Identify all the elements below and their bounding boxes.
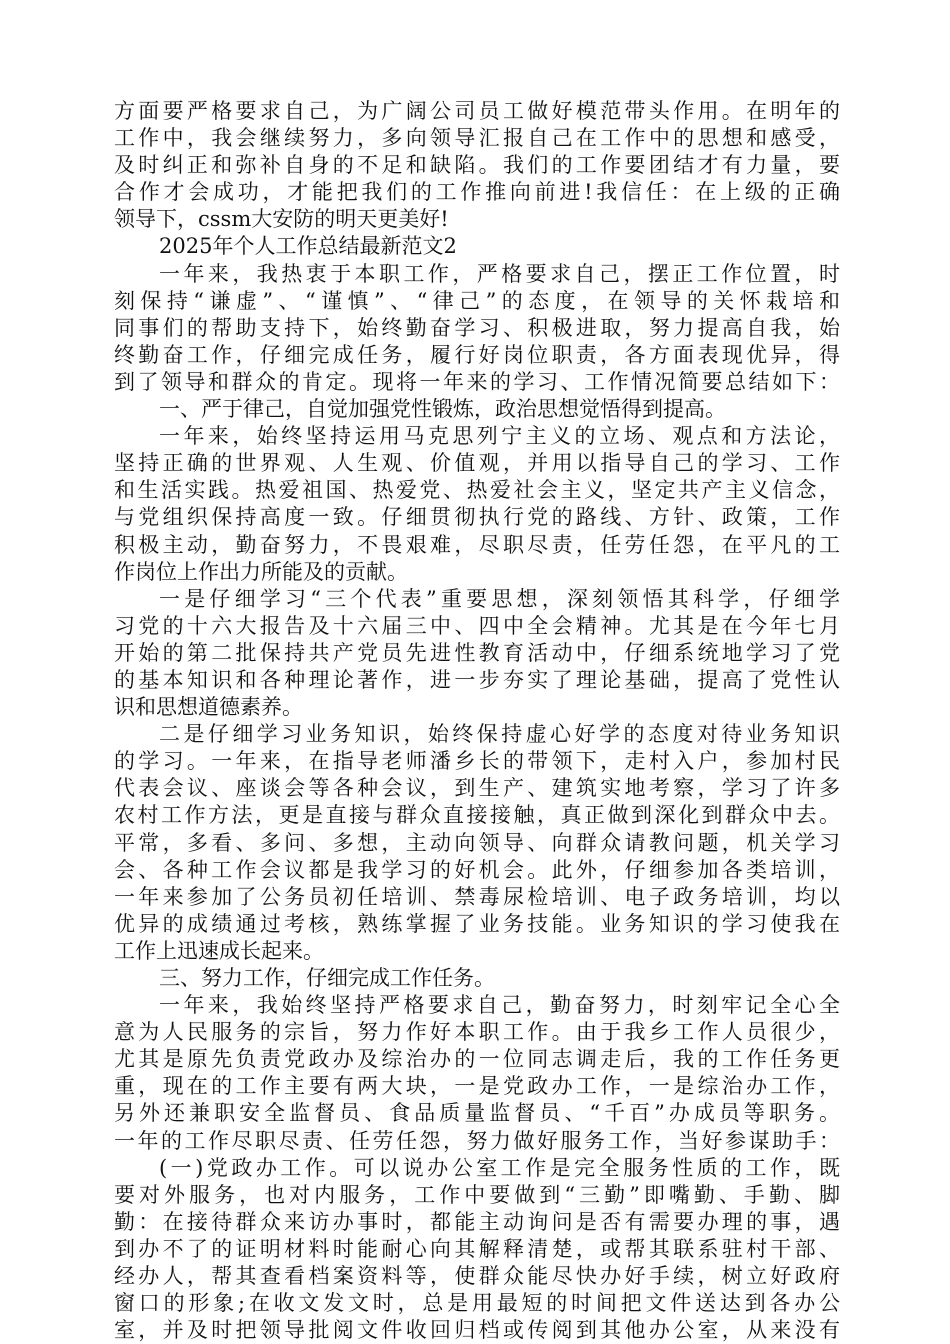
text-line: 尤其是原先负责党政办及综治办的一位同志调走后，我的工作任务更 <box>114 1047 840 1072</box>
text-line: 领导下，cssm大安防的明天更美好! <box>114 207 449 232</box>
text-line: 工作中，我会继续努力，多向领导汇报自己在工作中的思想和感受， <box>114 126 840 151</box>
text-line: 的基本知识和各种理论著作，进一步夯实了理论基础，提高了党性认 <box>114 667 840 692</box>
text-line: 二是仔细学习业务知识，始终保持虚心好学的态度对待业务知识 <box>159 722 840 747</box>
text-line: 一年来参加了公务员初任培训、禁毒尿检培训、电子政务培训，均以 <box>114 884 840 909</box>
text-line: 刻保持“谦虚”、“谨慎”、“律己”的态度，在领导的关怀栽培和 <box>114 288 840 313</box>
text-line: 及时纠正和弥补自身的不足和缺陷。我们的工作要团结才有力量，要 <box>114 153 840 178</box>
section-heading: 2025年个人工作总结最新范文2 <box>159 234 457 259</box>
text-line: 一是仔细学习“三个代表”重要思想，深刻领悟其科学，仔细学 <box>159 586 840 611</box>
text-line: 到了领导和群众的肯定。现将一年来的学习、工作情况简要总结如下： <box>114 369 840 394</box>
text-line: 勤：在接待群众来访办事时，都能主动询问是否有需要办理的事，遇 <box>114 1209 840 1234</box>
text-line: 到办不了的证明材料时能耐心向其解释清楚，或帮其联系驻村干部、 <box>114 1236 840 1261</box>
text-line: 坚持正确的世界观、人生观、价值观，并用以指导自己的学习、工作 <box>114 451 840 476</box>
text-line: 一年来，我热衷于本职工作，严格要求自己，摆正工作位置，时 <box>159 261 840 286</box>
text-line: 作岗位上作出力所能及的贡献。 <box>114 559 408 584</box>
subsection-heading: 一、严于律己，自觉加强党性锻炼，政治思想觉悟得到提高。 <box>159 397 726 422</box>
text-line: 终勤奋工作，仔细完成任务，履行好岗位职责，各方面表现优异，得 <box>114 342 840 367</box>
text-line: 代表会议、座谈会等各种会议，到生产、建筑实地考察，学习了许多 <box>114 776 840 801</box>
text-line: 一年的工作尽职尽责、任劳任怨，努力做好服务工作，当好参谋助手： <box>114 1128 840 1153</box>
text-line: 另外还兼职安全监督员、食品质量监督员、“千百”办成员等职务。 <box>114 1101 840 1126</box>
text-line: 经办人，帮其查看档案资料等，使群众能尽快办好手续，树立好政府 <box>114 1264 840 1289</box>
text-line: 习党的十六大报告及十六届三中、四中全会精神。尤其是在今年七月 <box>114 613 840 638</box>
text-line: 与党组织保持高度一致。仔细贯彻执行党的路线、方针、政策，工作 <box>114 505 840 530</box>
text-line: 积极主动，勤奋努力，不畏艰难，尽职尽责，任劳任怨，在平凡的工 <box>114 532 840 557</box>
text-line: 一年来，始终坚持运用马克思列宁主义的立场、观点和方法论， <box>159 424 840 449</box>
text-line: 农村工作方法，更是直接与群众直接接触，真正做到深化到群众中去。 <box>114 803 840 828</box>
text-line: 室，并及时把领导批阅文件收回归档或传阅到其他办公室，从来没有 <box>114 1318 840 1343</box>
text-line: 要对外服务，也对内服务，工作中要做到“三勤”即嘴勤、手勤、脚 <box>114 1182 840 1207</box>
text-line: 重，现在的工作主要有两大块，一是党政办工作，一是综治办工作， <box>114 1074 840 1099</box>
text-line: (一)党政办工作。可以说办公室工作是完全服务性质的工作，既 <box>159 1155 840 1180</box>
text-line: 工作上迅速成长起来。 <box>114 938 324 963</box>
text-line: 的学习。一年来，在指导老师潘乡长的带领下，走村入户，参加村民 <box>114 749 840 774</box>
text-line: 同事们的帮助支持下，始终勤奋学习、积极进取，努力提高自我，始 <box>114 315 840 340</box>
text-line: 和生活实践。热爱祖国、热爱党、热爱社会主义，坚定共产主义信念， <box>114 478 840 503</box>
subsection-heading: 三、努力工作，仔细完成工作任务。 <box>159 966 495 990</box>
text-line: 开始的第二批保持共产党员先进性教育活动中，仔细系统地学习了党 <box>114 640 840 665</box>
text-line: 识和思想道德素养。 <box>114 695 303 720</box>
text-line: 一年来，我始终坚持严格要求自己，勤奋努力，时刻牢记全心全 <box>159 993 840 1018</box>
text-line: 意为人民服务的宗旨，努力作好本职工作。由于我乡工作人员很少， <box>114 1020 840 1045</box>
text-line: 会、各种工作会议都是我学习的好机会。此外，仔细参加各类培训， <box>114 857 840 882</box>
text-line: 合作才会成功，才能把我们的工作推向前进!我信任：在上级的正确 <box>114 180 840 205</box>
text-line: 优异的成绩通过考核，熟练掌握了业务技能。业务知识的学习使我在 <box>114 911 840 936</box>
text-line: 方面要严格要求自己，为广阔公司员工做好模范带头作用。在明年的 <box>114 99 840 123</box>
text-line: 平常，多看、多问、多想，主动向领导、向群众请教问题，机关学习 <box>114 830 840 855</box>
text-line: 窗口的形象;在收文发文时，总是用最短的时间把文件送达到各办公 <box>114 1291 840 1316</box>
document-page <box>114 98 840 1344</box>
